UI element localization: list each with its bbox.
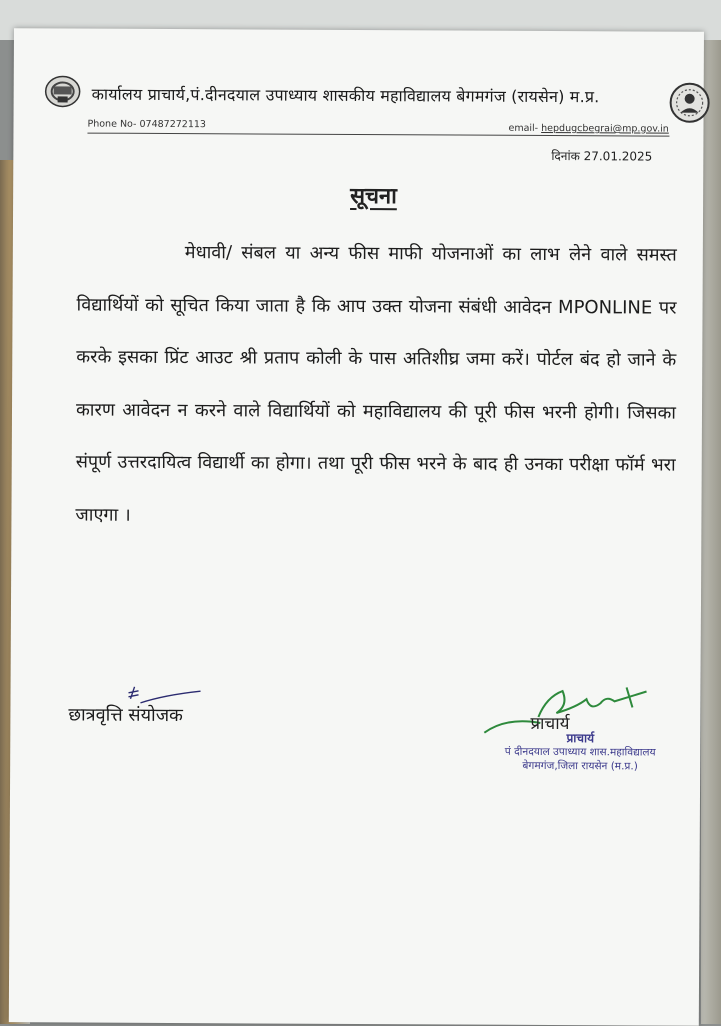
phone-number: Phone No- 07487272113 bbox=[87, 118, 207, 131]
official-stamp bbox=[480, 731, 680, 774]
background-right-edge bbox=[701, 40, 721, 1024]
paragraph-indent bbox=[77, 258, 185, 259]
email-line bbox=[508, 123, 668, 135]
stamp-title: प्राचार्य bbox=[566, 731, 595, 746]
principal-signature bbox=[476, 677, 666, 738]
government-emblem-icon bbox=[44, 74, 82, 108]
college-seal-icon bbox=[669, 82, 711, 124]
notice-paper bbox=[9, 28, 704, 1026]
scholarship-coordinator-label: छात्रवृत्ति संयोजक bbox=[68, 704, 183, 727]
principal-label: प्राचार्य bbox=[530, 713, 570, 735]
stamp-college-name: पं दीनदयाल उपाध्याय शास.महाविद्यालय bbox=[504, 745, 656, 759]
notice-date: दिनांक 27.01.2025 bbox=[551, 149, 653, 164]
office-header-title: कार्यालय प्राचार्य,पं.दीनदयाल उपाध्याय शासकीय महाविद्यालय बेगमगंज (रायसेन) म.प्र. bbox=[91, 84, 600, 107]
email-label: email- bbox=[508, 122, 539, 134]
email-address: hepdugcbegrai@mp.gov.in bbox=[541, 122, 669, 135]
notice-body bbox=[75, 227, 677, 545]
notice-body-text: मेधावी/ संबल या अन्य फीस माफी योजनाओं का लाभ लेने वाले समस्त विद्यार्थियों को सूचित किया जाता है कि आप उक्त योजना संबंधी आवेदन MPONLINE पर करके इसका प्रिंट आउट श्री प्रताप कोली के पास अतिशीघ्र जमा करें। पोर्टल बंद हो जाने के कारण आवेदन न करने वाले विद्यार्थियों को महाविद्यालय की पूरी फीस भरनी होगी। जिसका संपूर्ण उत्तरदायित्व विद्यार्थी का होगा। तथा पूरी फीस भरने के बाद ही उनका परीक्षा फॉर्म भरा जाएगा । bbox=[75, 242, 677, 526]
notice-title: सूचना bbox=[350, 183, 397, 210]
stamp-location: बेगमगंज,जिला रायसेन (म.प्र.) bbox=[522, 759, 638, 773]
